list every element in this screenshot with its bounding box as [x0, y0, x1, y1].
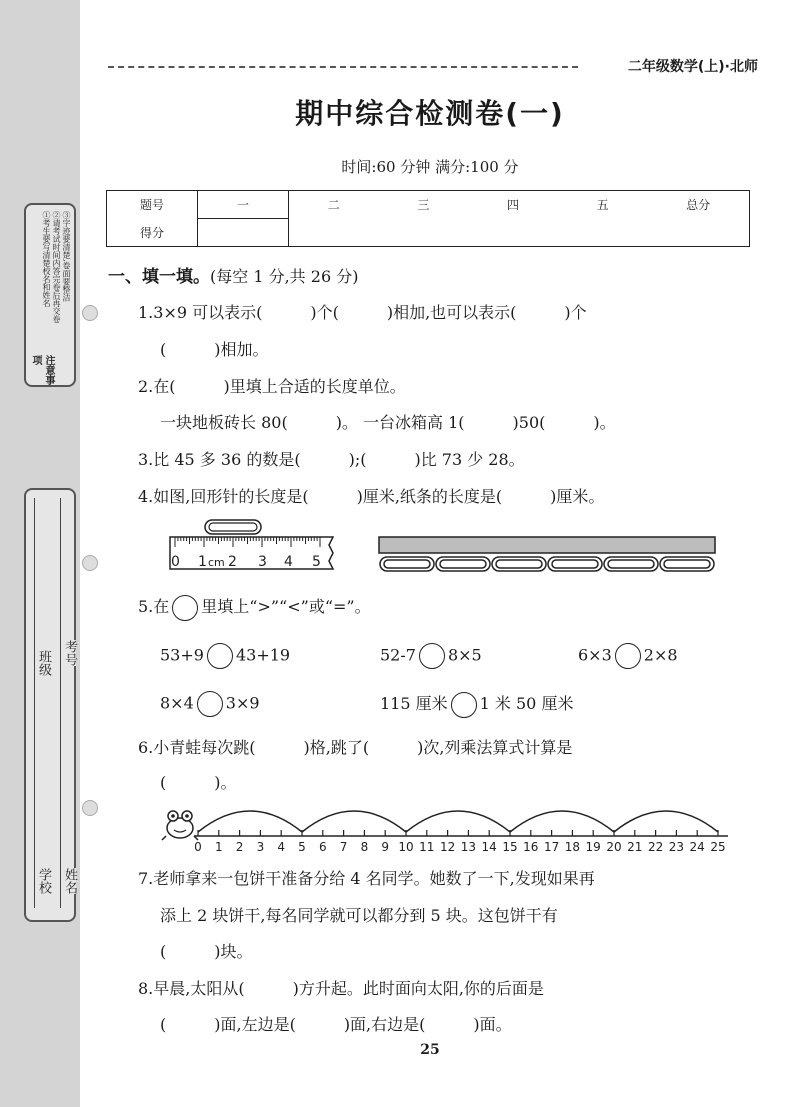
question-6: 6.小青蛙每次跳( )格,跳了( )次,列乘法算式计算是	[138, 738, 573, 757]
score-head-rest	[289, 191, 750, 219]
paper-clip-icon	[548, 557, 602, 571]
number-line-figure	[158, 796, 738, 854]
compare-right: 1 米 50 厘米	[479, 694, 574, 713]
compare-circle[interactable]	[207, 643, 233, 669]
compare-left: 115 厘米	[380, 694, 448, 713]
number-line-label: 1	[214, 840, 223, 854]
score-head-label: 题号	[107, 191, 198, 219]
question-6-cont: ( )。	[160, 773, 237, 792]
question-5-suffix: 里填上“>”“<”或“=”。	[201, 597, 371, 616]
number-line-label: 12	[439, 840, 456, 854]
score-cell[interactable]	[289, 219, 750, 247]
notes-box	[24, 203, 76, 387]
compare-right: 43+19	[235, 645, 291, 665]
paper-clip-inner	[496, 560, 542, 568]
number-line-label: 0	[194, 840, 202, 854]
compare-item	[160, 691, 260, 717]
jump-arc	[614, 811, 718, 832]
question-1-cont: ( )相加。	[160, 340, 269, 359]
question-8: 8.早晨,太阳从( )方升起。此时面向太阳,你的后面是	[138, 979, 544, 998]
paper-clip-inner	[440, 560, 486, 568]
paper-clip-inner	[608, 560, 654, 568]
number-line-label: 9	[381, 840, 390, 854]
number-line-label: 24	[689, 840, 705, 854]
score-row-label: 得分	[107, 219, 198, 247]
number-line-label: 10	[398, 840, 414, 854]
compare-item	[578, 643, 678, 669]
page-title: 期中综合检测卷(一)	[295, 97, 565, 130]
note-1: ①考生要写清楚校名和姓名	[42, 211, 51, 307]
paper-clip-icon	[604, 557, 658, 571]
class-label: 班级	[36, 650, 51, 676]
ruler-label: 0	[171, 554, 180, 570]
binding-hole	[82, 305, 98, 321]
compare-circle[interactable]	[419, 643, 445, 669]
number-line-label: 15	[502, 840, 518, 854]
exam-no-label: 考号	[62, 640, 77, 666]
paper-clip-inner	[552, 560, 598, 568]
number-line-label: 14	[481, 840, 497, 854]
question-7-cont: 添上 2 块饼干,每名同学就可以都分到 5 块。这包饼干有	[160, 906, 558, 925]
note-3: ③字迹要清楚,卷面要整洁	[62, 211, 71, 302]
ruler-label: 5	[312, 554, 321, 570]
question-3: 3.比 45 多 36 的数是( );( )比 73 少 28。	[138, 450, 525, 469]
jump-arc	[302, 811, 406, 832]
number-line-label: 23	[668, 840, 685, 854]
name-label: 姓名	[62, 868, 77, 894]
compare-right: 2×8	[643, 645, 678, 665]
compare-left: 8×4	[160, 693, 194, 713]
score-head-cell: 一	[198, 191, 289, 219]
question-5	[138, 594, 371, 621]
question-2-cont: 一块地板砖长 80( )。 一台冰箱高 1( )50( )。	[160, 413, 616, 432]
question-5-prefix: 5.在	[138, 597, 170, 616]
number-line-label: 21	[627, 840, 643, 854]
ruler-label: 4	[284, 554, 293, 570]
ruler-label: cm	[208, 556, 225, 569]
binding-hole	[82, 555, 98, 571]
score-head-cell: 四	[506, 198, 519, 213]
number-line-label: 8	[360, 840, 369, 854]
question-1: 1.3×9 可以表示( )个( )相加,也可以表示( )个	[138, 303, 587, 322]
number-line-label: 11	[419, 840, 435, 854]
jump-arc	[510, 811, 614, 832]
paper-clip-icon	[205, 520, 261, 534]
number-line-label: 25	[710, 840, 726, 854]
score-cell[interactable]	[198, 219, 289, 247]
ruler-figure	[165, 515, 340, 577]
page-number: 25	[420, 1042, 440, 1058]
question-2: 2.在( )里填上合适的长度单位。	[138, 377, 406, 396]
score-head-cell: 三	[417, 198, 430, 213]
jump-arc	[406, 811, 510, 832]
exam-info: 时间:60 分钟 满分:100 分	[341, 158, 519, 176]
score-head-cell: 五	[596, 198, 609, 213]
score-table	[106, 190, 750, 247]
book-label: 二年级数学(上)·北师	[627, 59, 758, 75]
number-line-label: 5	[298, 840, 306, 854]
header-dashed-line	[108, 66, 578, 68]
number-line-label: 16	[523, 840, 539, 854]
paper-clip-inner	[664, 560, 710, 568]
number-line-label: 20	[606, 840, 622, 854]
ruler-label: 2	[228, 554, 237, 570]
question-7: 7.老师拿来一包饼干准备分给 4 名同学。她数了一下,发现如果再	[138, 869, 595, 888]
score-head-cell: 二	[327, 198, 340, 213]
paper-strip	[379, 537, 715, 553]
number-line-label: 18	[564, 840, 581, 854]
paper-clip-icon	[492, 557, 546, 571]
ruler-icon	[170, 537, 333, 569]
section-title: 一、填一填。	[108, 267, 210, 287]
number-line-label: 4	[277, 840, 286, 854]
number-line-label: 17	[543, 840, 560, 854]
number-line-label: 3	[256, 840, 265, 854]
paper-strip-figure	[376, 533, 721, 577]
question-4: 4.如图,回形针的长度是( )厘米,纸条的长度是( )厘米。	[138, 487, 605, 506]
paper-clip-inner	[384, 560, 430, 568]
note-2: ②请考试时间内答完卷后再交卷	[52, 211, 61, 323]
ruler-label: 1	[198, 554, 207, 570]
compare-left: 52-7	[380, 645, 416, 665]
number-line-label: 6	[318, 840, 327, 854]
question-7-cont: ( )块。	[160, 942, 253, 961]
section-note: (每空 1 分,共 26 分)	[210, 267, 359, 286]
compare-right: 3×9	[225, 693, 260, 713]
compare-item	[160, 643, 290, 669]
section-heading	[108, 262, 358, 287]
binding-hole	[82, 800, 98, 816]
compare-left: 6×3	[578, 645, 612, 665]
number-line-label: 22	[647, 840, 664, 854]
notes-title: 注意事项	[30, 355, 54, 385]
compare-item	[380, 643, 482, 669]
number-line-label: 19	[585, 840, 601, 854]
paper-clip-icon	[380, 557, 434, 571]
compare-left: 53+9	[160, 645, 204, 665]
jump-arc	[198, 811, 302, 832]
frog-icon	[162, 811, 198, 840]
ruler-label: 3	[258, 554, 267, 570]
question-8-cont: ( )面,左边是( )面,右边是( )面。	[160, 1015, 512, 1034]
score-head-cell: 总分	[686, 198, 711, 213]
compare-circle[interactable]	[451, 692, 477, 718]
number-line-label: 2	[235, 840, 244, 854]
compare-circle[interactable]	[197, 691, 223, 717]
school-label: 学校	[36, 868, 51, 894]
number-line-label: 13	[460, 840, 477, 854]
number-line-label: 7	[339, 840, 348, 854]
compare-right: 8×5	[447, 645, 482, 665]
compare-circle[interactable]	[615, 643, 641, 669]
compare-item	[380, 691, 573, 718]
info-box	[24, 488, 76, 922]
paper-clip-icon	[436, 557, 490, 571]
paper-clip-icon	[660, 557, 714, 571]
compare-circle	[172, 595, 198, 621]
